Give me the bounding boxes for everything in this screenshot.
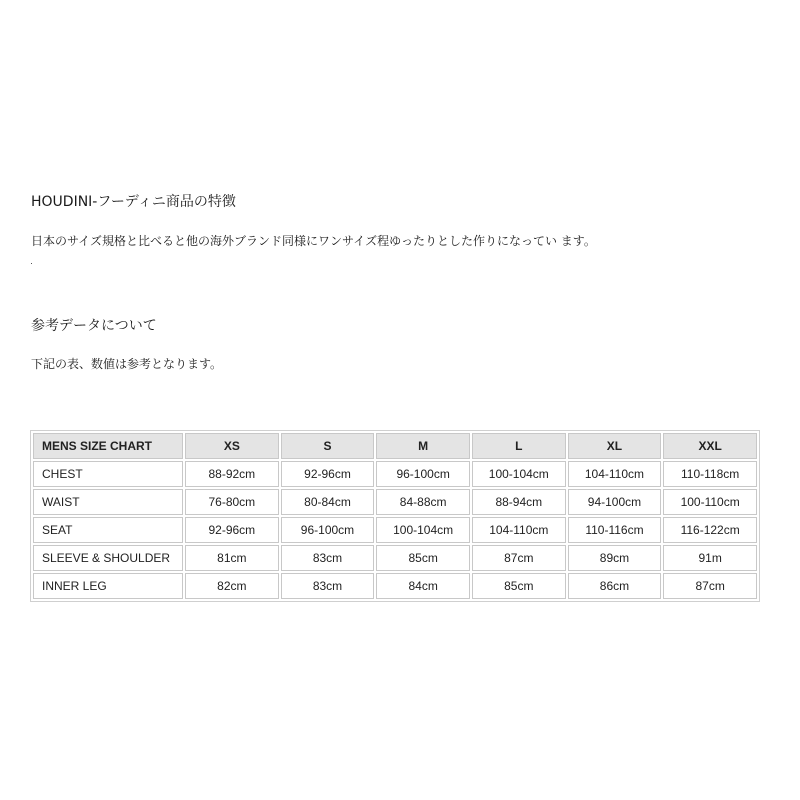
table-cell: 96-100cm xyxy=(281,517,375,543)
table-cell: 89cm xyxy=(568,545,662,571)
table-cell: 87cm xyxy=(663,573,757,599)
table-cell: 92-96cm xyxy=(281,461,375,487)
row-label: SLEEVE & SHOULDER xyxy=(33,545,183,571)
table-row-inner-leg xyxy=(33,573,757,599)
mens-size-chart xyxy=(30,430,760,602)
table-cell: 94-100cm xyxy=(568,489,662,515)
reference-text: 下記の表、数値は参考となります。 xyxy=(31,357,223,371)
table-cell: 88-94cm xyxy=(472,489,566,515)
row-label: WAIST xyxy=(33,489,183,515)
row-label: INNER LEG xyxy=(33,573,183,599)
table-cell: 91m xyxy=(663,545,757,571)
table-cell: 82cm xyxy=(185,573,279,599)
table-cell: 83cm xyxy=(281,545,375,571)
table-cell: 104-110cm xyxy=(472,517,566,543)
table-cell: 96-100cm xyxy=(376,461,470,487)
table-cell: 110-116cm xyxy=(568,517,662,543)
row-label: CHEST xyxy=(33,461,183,487)
row-label: SEAT xyxy=(33,517,183,543)
size-chart-header-row xyxy=(33,433,757,459)
table-row-seat xyxy=(33,517,757,543)
table-cell: 84cm xyxy=(376,573,470,599)
table-row-waist xyxy=(33,489,757,515)
table-cell: 92-96cm xyxy=(185,517,279,543)
size-header-xl: XL xyxy=(568,433,662,459)
table-cell: 116-122cm xyxy=(663,517,757,543)
size-chart-title: MENS SIZE CHART xyxy=(33,433,183,459)
table-cell: 100-104cm xyxy=(472,461,566,487)
table-cell: 76-80cm xyxy=(185,489,279,515)
table-cell: 100-104cm xyxy=(376,517,470,543)
table-cell: 85cm xyxy=(376,545,470,571)
table-cell: 84-88cm xyxy=(376,489,470,515)
table-cell: 100-110cm xyxy=(663,489,757,515)
features-heading: HOUDINI-フーディニ商品の特徴 xyxy=(31,194,236,210)
reference-heading: 参考データについて xyxy=(31,318,157,334)
size-header-m: M xyxy=(376,433,470,459)
table-cell: 83cm xyxy=(281,573,375,599)
size-header-l: L xyxy=(472,433,566,459)
size-header-xs: XS xyxy=(185,433,279,459)
table-row-sleeve-shoulder xyxy=(33,545,757,571)
table-cell: 87cm xyxy=(472,545,566,571)
size-header-s: S xyxy=(281,433,375,459)
table-row-chest xyxy=(33,461,757,487)
table-cell: 80-84cm xyxy=(281,489,375,515)
table-cell: 86cm xyxy=(568,573,662,599)
table-cell: 81cm xyxy=(185,545,279,571)
table-cell: 104-110cm xyxy=(568,461,662,487)
table-cell: 88-92cm xyxy=(185,461,279,487)
features-text: 日本のサイズ規格と比べると他の海外ブランド同様にワンサイズ程ゆったりとした作りになってい ます。 xyxy=(31,234,596,248)
stray-dot xyxy=(31,263,32,264)
table-cell: 85cm xyxy=(472,573,566,599)
size-header-xxl: XXL xyxy=(663,433,757,459)
table-cell: 110-118cm xyxy=(663,461,757,487)
